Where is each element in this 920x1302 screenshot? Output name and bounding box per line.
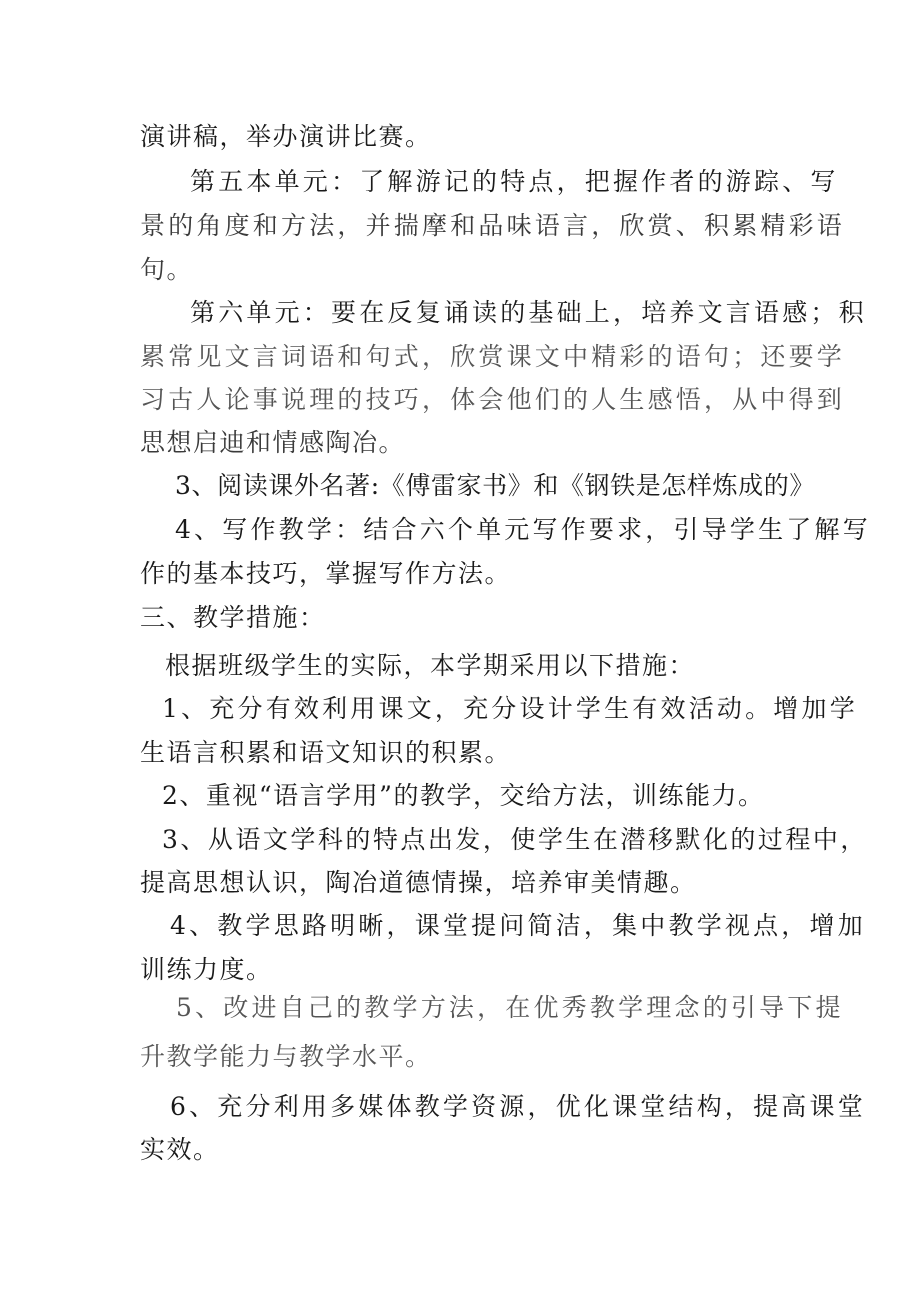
- reading-item: 3、阅读课外名著:《傅雷家书》和《钢铁是怎样炼成的》: [175, 471, 815, 500]
- text-line: 实效。: [140, 1135, 220, 1164]
- writing-item: 4、写作教学：结合六个单元写作要求，引导学生了解写: [175, 515, 871, 544]
- measure-item-4: 4、教学思路明晰，课堂提问简洁，集中教学视点，增加: [170, 911, 866, 940]
- intro-line: 根据班级学生的实际，本学期采用以下措施：: [165, 651, 696, 680]
- text-line: 生语言积累和语文知识的积累。: [140, 738, 512, 767]
- measure-item-3: 3、从语文学科的特点出发，使学生在潜移默化的过程中，: [162, 825, 868, 854]
- text-line: 提高思想认识，陶冶道德情操，培养审美情趣。: [140, 868, 697, 897]
- section-heading: 三、教学措施：: [140, 603, 326, 632]
- measure-item-6: 6、充分利用多媒体教学资源，优化课堂结构，提高课堂: [170, 1092, 866, 1121]
- text-line: 思想启迪和情感陶冶。: [140, 428, 406, 457]
- text-line: 句。: [140, 255, 194, 284]
- text-line: 景的角度和方法，并揣摩和品味语言，欣赏、积累精彩语: [140, 211, 846, 240]
- unit6-heading-line: 第六单元：要在反复诵读的基础上，培养文言语感；积: [190, 298, 867, 327]
- text-line: 升教学能力与教学水平。: [140, 1042, 432, 1071]
- measure-item-1: 1、充分有效利用课文，充分设计学生有效活动。增加学: [162, 694, 858, 723]
- text-line: 演讲稿，举办演讲比赛。: [140, 122, 432, 151]
- measure-item-5: 5、改进自己的教学方法，在优秀教学理念的引导下提: [176, 993, 844, 1022]
- text-line: 习古人论事说理的技巧，体会他们的人生感悟，从中得到: [140, 385, 846, 414]
- measure-item-2: 2、重视“语言学用”的教学，交给方法，训练能力。: [162, 781, 765, 810]
- text-line: 累常见文言词语和句式，欣赏课文中精彩的语句；还要学: [140, 342, 846, 371]
- text-line: 训练力度。: [140, 955, 273, 984]
- text-line: 作的基本技巧，掌握写作方法。: [140, 559, 512, 588]
- unit5-heading-line: 第五本单元：了解游记的特点，把握作者的游踪、写: [190, 167, 839, 196]
